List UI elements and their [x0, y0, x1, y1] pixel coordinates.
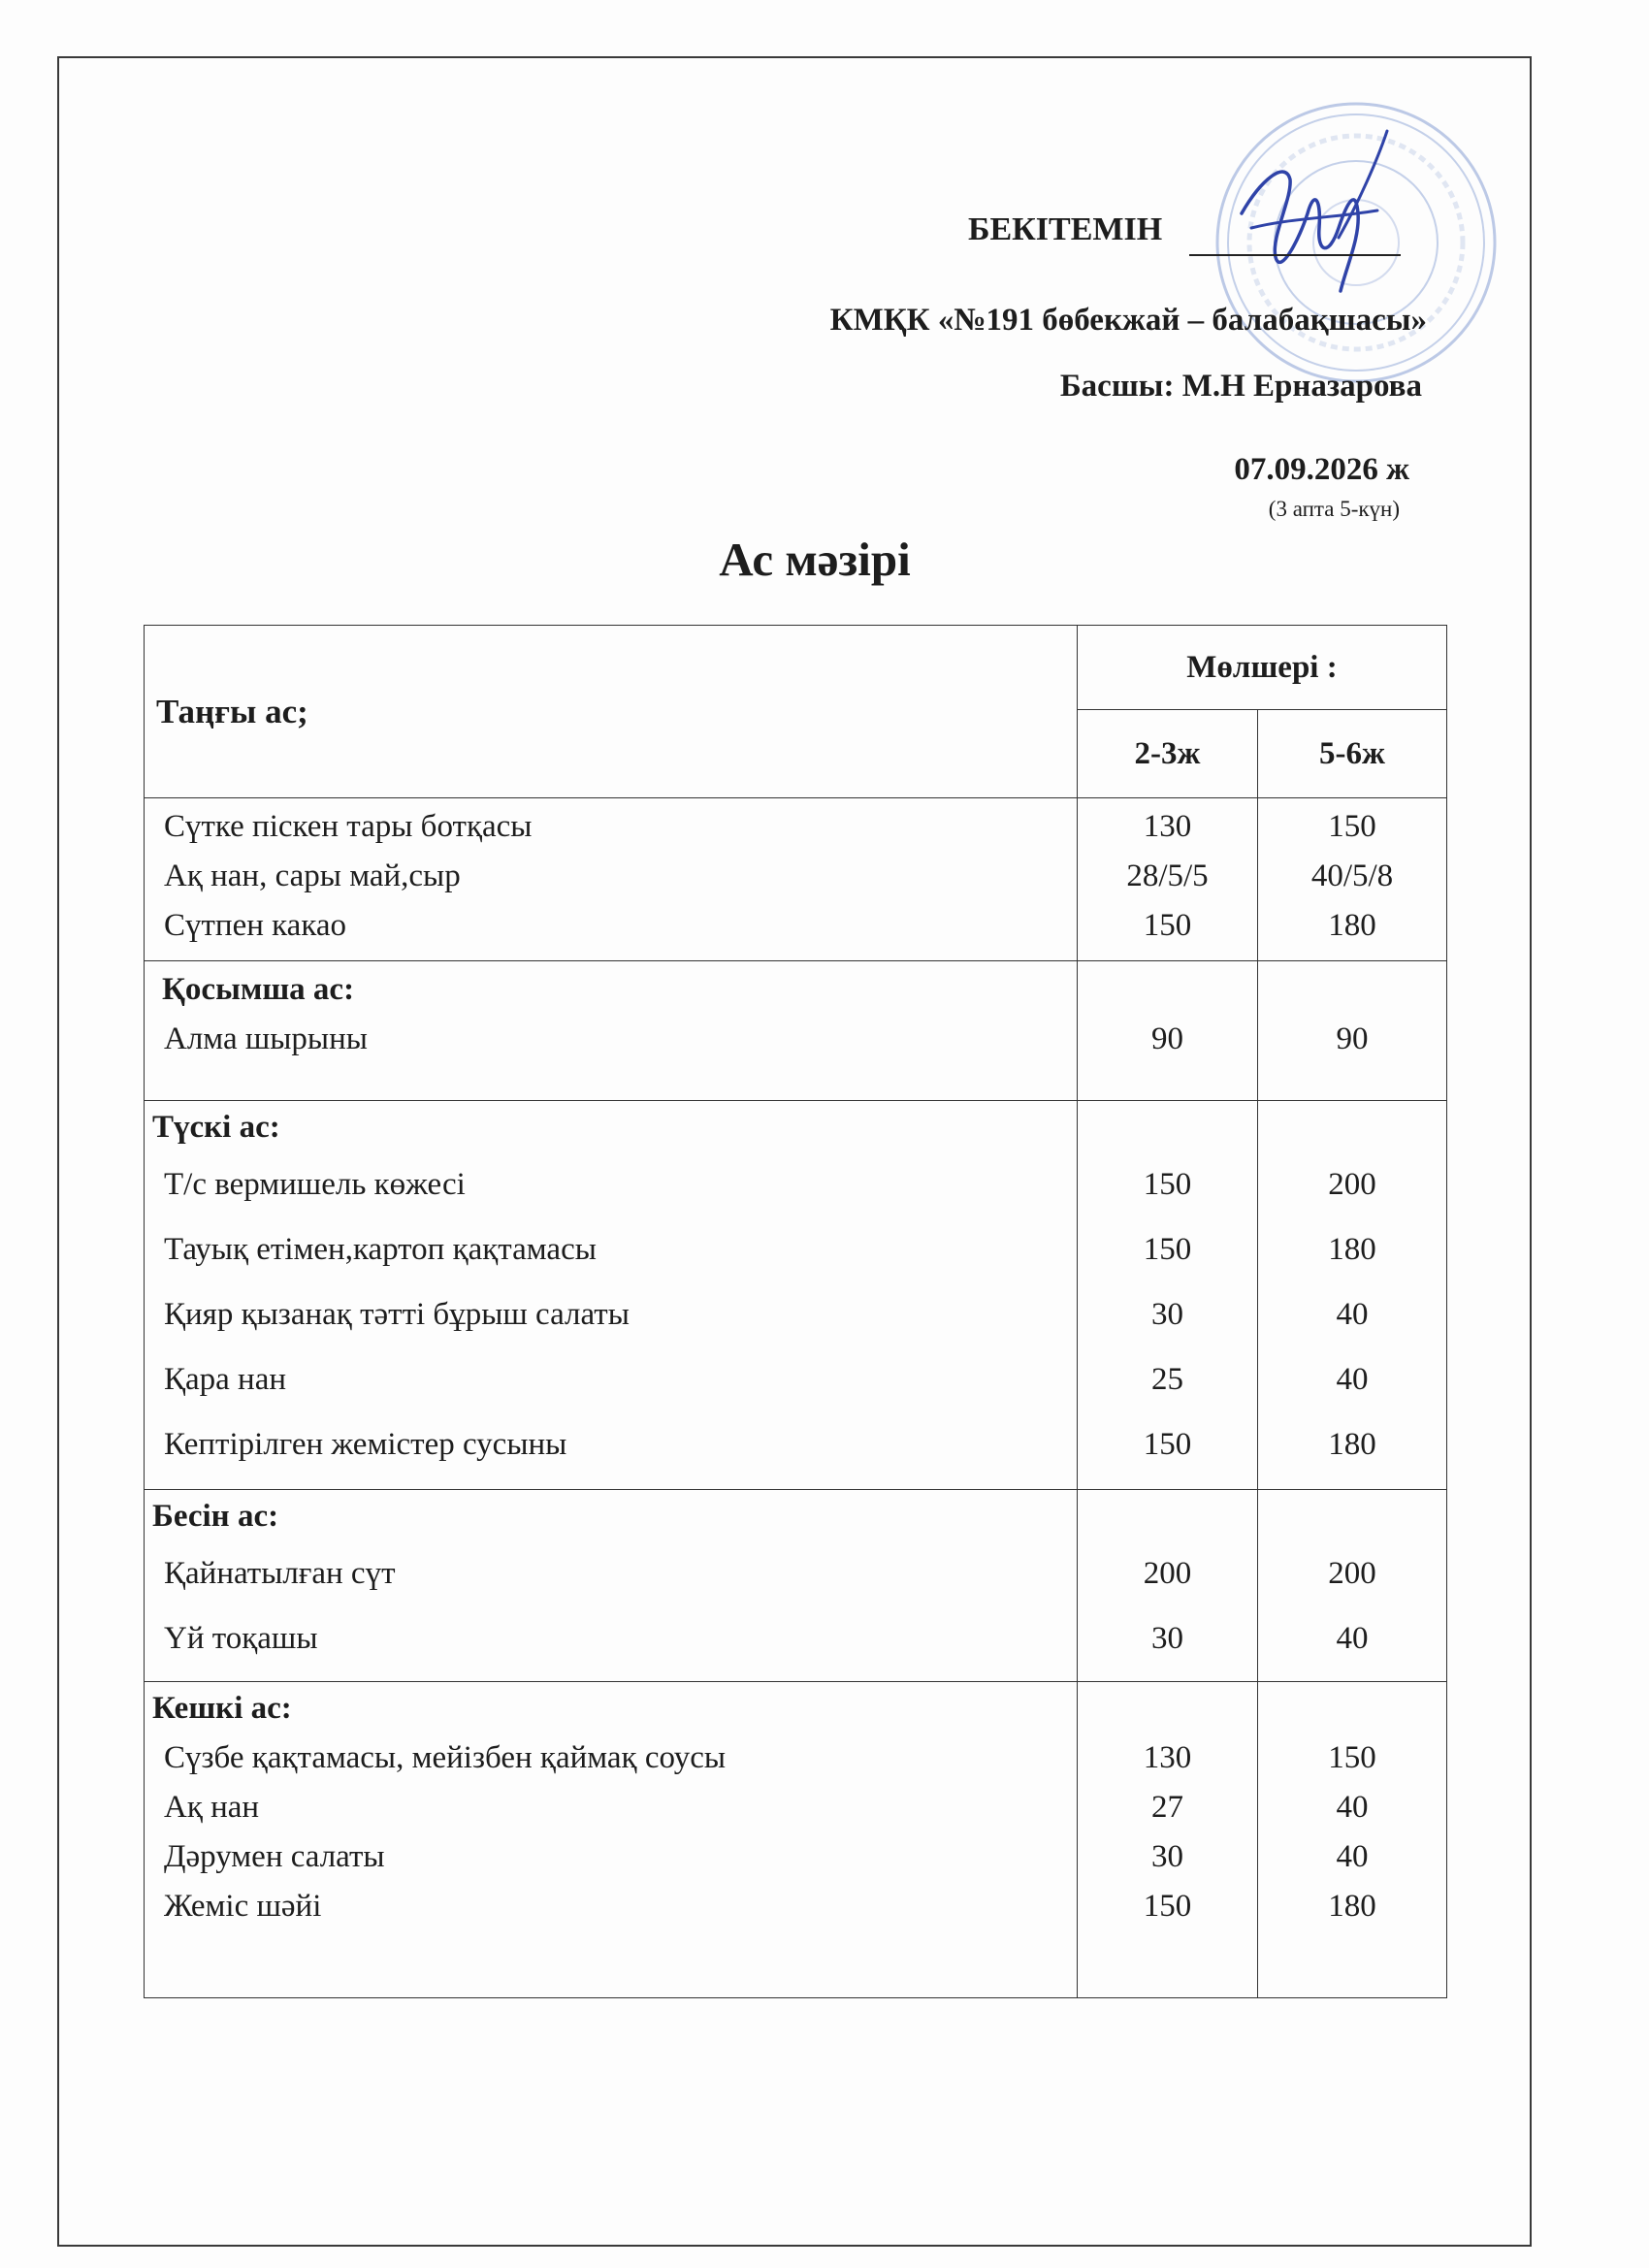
head-name: Басшы: М.Н Ерназарова: [1059, 369, 1422, 404]
amount-5-6: 40: [1336, 1362, 1369, 1397]
list-item: Алма шырыны: [164, 1021, 368, 1056]
quantity-header: Мөлшері :: [1078, 626, 1447, 710]
section-title: Түскі ас:: [152, 1110, 280, 1145]
menu-date: 07.09.2026 ж: [1234, 452, 1409, 487]
amount-5-6: 40: [1336, 1790, 1369, 1825]
amount-2-3: 90: [1151, 1021, 1183, 1056]
list-item: Сүтке піскен тары ботқасы: [164, 809, 533, 844]
list-item: Дәрумен салаты: [164, 1839, 385, 1874]
amount-2-3: 150: [1143, 1232, 1192, 1267]
amount-2-3: 27: [1151, 1790, 1183, 1825]
amount-2-3: 150: [1143, 1167, 1192, 1202]
amount-2-3: 25: [1151, 1362, 1183, 1397]
amount-5-6: 40: [1336, 1839, 1369, 1874]
list-item: Қара нан: [164, 1362, 287, 1397]
amount-2-3: 200: [1143, 1556, 1192, 1591]
amount-5-6: 200: [1328, 1167, 1376, 1202]
amount-2-3: 30: [1151, 1621, 1183, 1656]
list-item: Ақ нан, сары май,сыр: [164, 859, 461, 893]
amount-5-6: 180: [1328, 908, 1376, 943]
amount-2-3: 150: [1143, 1427, 1192, 1462]
amount-5-6: 40: [1336, 1621, 1369, 1656]
amount-2-3: 28/5/5: [1126, 859, 1209, 893]
list-item: Қияр қызанақ тәтті бұрыш салаты: [164, 1297, 630, 1332]
section-title: Қосымша ас:: [162, 972, 355, 1007]
dinner-section: [145, 1682, 1447, 1998]
amount-5-6: 90: [1336, 1021, 1369, 1056]
list-item: Сүтпен какао: [164, 908, 347, 943]
organization-name: КМҚК «№191 бөбекжай – балабақшасы»: [829, 303, 1427, 338]
section-title: Бесін ас:: [152, 1499, 279, 1534]
amount-5-6: 180: [1328, 1889, 1376, 1924]
amount-2-3: 130: [1143, 809, 1192, 844]
breakfast-section: [145, 798, 1447, 961]
amount-5-6: 200: [1328, 1556, 1376, 1591]
list-item: Жеміс шәйі: [164, 1889, 322, 1924]
section-title: Кешкі ас:: [152, 1691, 292, 1726]
lunch-section: [145, 1101, 1447, 1490]
list-item: Қайнатылған сүт: [164, 1556, 396, 1591]
age-column-5-6: 5-6ж: [1258, 710, 1447, 798]
approve-label: БЕКІТЕМІН: [968, 211, 1163, 247]
amount-2-3: 30: [1151, 1297, 1183, 1332]
breakfast-header: Таңғы ас;: [145, 626, 1078, 798]
afternoon-section: [145, 1490, 1447, 1682]
list-item: Тауық етімен,картоп қақтамасы: [164, 1232, 597, 1267]
amount-5-6: 40/5/8: [1310, 859, 1394, 893]
page-title: Ас мәзірі: [719, 533, 911, 586]
amount-2-3: 150: [1143, 908, 1192, 943]
amount-5-6: 150: [1328, 1740, 1376, 1775]
amount-2-3: 150: [1143, 1889, 1192, 1924]
age-column-2-3: 2-3ж: [1078, 710, 1258, 798]
amount-2-3: 130: [1143, 1740, 1192, 1775]
amount-5-6: 150: [1328, 809, 1376, 844]
menu-table: [144, 625, 1447, 1998]
list-item: Ақ нан: [164, 1790, 260, 1825]
week-day: (3 апта 5-күн): [1268, 497, 1400, 521]
amount-2-3: 30: [1151, 1839, 1183, 1874]
amount-5-6: 180: [1328, 1427, 1376, 1462]
table-header-row: [145, 626, 1447, 710]
snack-section: [145, 961, 1447, 1101]
list-item: Кептірілген жемістер сусыны: [164, 1427, 567, 1462]
amount-5-6: 180: [1328, 1232, 1376, 1267]
list-item: Сүзбе қақтамасы, мейізбен қаймақ соусы: [164, 1740, 727, 1775]
list-item: Үй тоқашы: [164, 1621, 318, 1656]
signature-line: [1189, 254, 1401, 256]
amount-5-6: 40: [1336, 1297, 1369, 1332]
list-item: Т/с вермишель көжесі: [164, 1167, 466, 1202]
